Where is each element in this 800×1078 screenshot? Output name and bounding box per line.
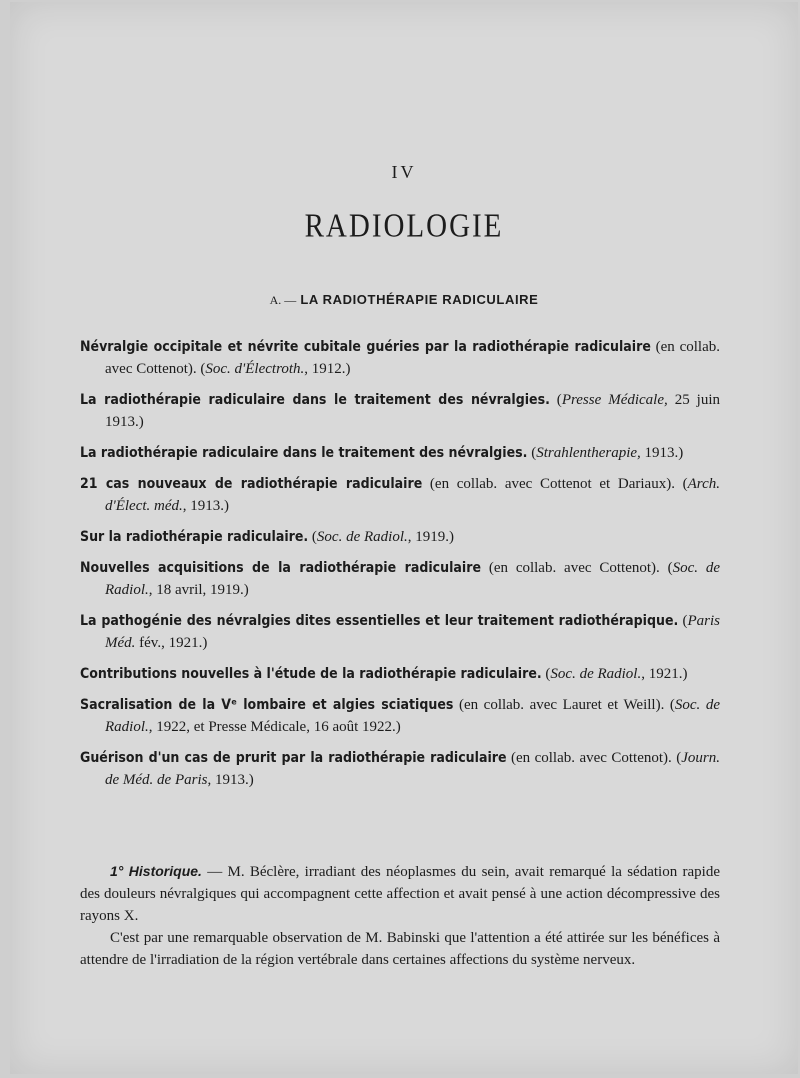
historique-text: — M. Béclère, irradiant des néoplasmes du sein, avait remarqué la sédation rapide des douleurs névralgiques qui accompagnent cette affection et avait pensé à une action décompressive des rayons X. xyxy=(80,864,720,924)
entry-source: Soc. de Radiol. xyxy=(550,666,642,682)
entry-note: ( xyxy=(541,666,551,682)
entry-source: Journ. de Méd. de Paris xyxy=(105,750,720,788)
chapter-number: IV xyxy=(391,162,417,182)
page-title: RADIOLOGIE xyxy=(304,207,504,245)
body-text xyxy=(80,860,720,971)
entry-note: ( xyxy=(527,445,537,461)
historique-label: 1° Historique. xyxy=(110,863,202,879)
entry-date: fév., 1921.) xyxy=(135,635,208,651)
entry-note: (en collab. avec Cottenot). ( xyxy=(506,750,682,766)
entry-date: 1913.) xyxy=(640,445,684,461)
entry-note: ( xyxy=(678,613,688,629)
entry-source: Arch. d'Élect. méd. xyxy=(105,476,720,514)
bibliography-entry xyxy=(80,610,720,654)
entry-date: , 1921.) xyxy=(641,666,688,682)
bibliography-entry xyxy=(80,694,720,738)
paragraph-historique xyxy=(80,860,720,927)
entry-title: La radiothérapie radiculaire dans le traitement des névralgies. xyxy=(80,392,550,408)
entry-source: Soc. d'Électroth. xyxy=(205,361,305,377)
entry-title: Sur la radiothérapie radiculaire. xyxy=(80,529,309,545)
entry-title: Névralgie occipitale et névrite cubitale guéries par la radiothérapie radiculaire xyxy=(80,339,651,355)
entry-source: Strahlentherapie, xyxy=(536,445,641,461)
entry-note: (en collab. avec Cottenot et Dariaux). ( xyxy=(422,476,688,492)
bibliography-entry xyxy=(80,389,720,433)
entry-source: Soc. de Radiol. xyxy=(316,529,408,545)
bibliography-entry xyxy=(80,336,720,380)
bibliography-entry xyxy=(80,747,720,791)
entry-date: , 1922, et Presse Médicale, 16 août 1922.) xyxy=(148,719,401,735)
bibliography-entry xyxy=(80,526,720,548)
entry-note: (en collab. avec Cottenot). ( xyxy=(105,339,720,377)
entry-note: (en collab. avec Cottenot). ( xyxy=(481,560,673,576)
entry-date: , 1919.) xyxy=(407,529,454,545)
bibliography-entry xyxy=(80,473,720,517)
bibliography-list xyxy=(80,336,720,800)
entry-source: Presse Médicale, xyxy=(561,392,668,408)
bibliography-entry xyxy=(80,557,720,601)
section-title: LA RADIOTHÉRAPIE RADICULAIRE xyxy=(300,292,539,307)
section-letter: A. — xyxy=(269,293,297,307)
entry-title: Guérison d'un cas de prurit par la radiothérapie radiculaire xyxy=(80,750,507,766)
entry-title: La pathogénie des névralgies dites essentielles et leur traitement radiothérapique. xyxy=(80,613,679,629)
entry-note: ( xyxy=(308,529,317,545)
entry-date: , 1913.) xyxy=(207,772,254,788)
bibliography-entry xyxy=(80,442,720,464)
entry-title: Contributions nouvelles à l'étude de la radiothérapie radiculaire. xyxy=(80,666,542,682)
entry-title: La radiothérapie radiculaire dans le traitement des névralgies. xyxy=(80,445,528,461)
section-heading xyxy=(10,292,798,308)
entry-date: , 18 avril, 1919.) xyxy=(148,582,249,598)
document-page xyxy=(10,2,798,1074)
entry-source: Soc. de Radiol. xyxy=(105,560,720,598)
entry-title: Sacralisation de la Vᵉ lombaire et algies sciatiques xyxy=(80,697,454,713)
entry-source: Soc. de Radiol. xyxy=(105,697,721,735)
entry-note: ( xyxy=(549,392,562,408)
entry-note: (en collab. avec Lauret et Weill). ( xyxy=(453,697,675,713)
entry-source: Paris Méd. xyxy=(105,613,720,651)
entry-date: , 1913.) xyxy=(182,498,230,514)
entry-title: 21 cas nouveaux de radiothérapie radiculaire xyxy=(80,476,423,492)
paragraph-babinski: C'est par une remarquable observation de M. Babinski que l'attention a été attirée sur les bénéfices à attendre de l'irradiation de la région vertébrale dans certaines affections du système nerveux. xyxy=(80,930,720,968)
bibliography-entry xyxy=(80,663,720,685)
entry-date: , 1912.) xyxy=(304,361,351,377)
entry-date: 25 juin 1913.) xyxy=(105,392,720,430)
entry-title: Nouvelles acquisitions de la radiothérapie radiculaire xyxy=(80,560,481,576)
